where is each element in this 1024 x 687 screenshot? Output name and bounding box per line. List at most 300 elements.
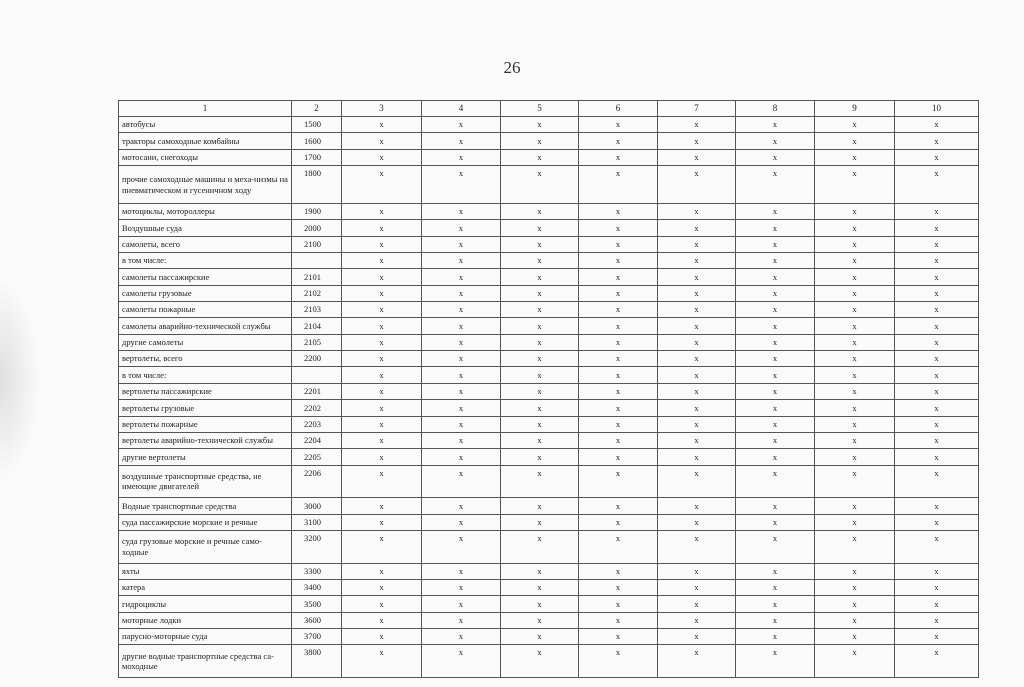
x-mark-cell: x [579, 596, 658, 612]
x-mark-cell: x [736, 498, 815, 514]
x-mark-cell: x [501, 383, 579, 399]
x-mark-cell: x [736, 133, 815, 149]
x-mark-cell: x [658, 269, 736, 285]
x-mark-cell: x [342, 628, 422, 644]
x-mark-cell: x [342, 383, 422, 399]
x-mark-cell: x [895, 400, 979, 416]
x-mark-cell: x [895, 579, 979, 595]
column-header: 4 [422, 101, 501, 117]
x-mark-cell: x [501, 465, 579, 498]
x-mark-cell: x [342, 117, 422, 133]
x-mark-cell: x [579, 367, 658, 383]
x-mark-cell: x [815, 302, 895, 318]
x-mark-cell: x [736, 465, 815, 498]
x-mark-cell: x [895, 302, 979, 318]
x-mark-cell: x [422, 318, 501, 334]
x-mark-cell: x [895, 563, 979, 579]
row-name: моторные лодки [119, 612, 292, 628]
x-mark-cell: x [579, 612, 658, 628]
x-mark-cell: x [736, 149, 815, 165]
x-mark-cell: x [422, 204, 501, 220]
x-mark-cell: x [501, 269, 579, 285]
x-mark-cell: x [815, 400, 895, 416]
x-mark-cell: x [815, 628, 895, 644]
table-row [119, 432, 979, 448]
x-mark-cell: x [658, 432, 736, 448]
table-row [119, 628, 979, 644]
x-mark-cell: x [422, 432, 501, 448]
x-mark-cell: x [501, 133, 579, 149]
x-mark-cell: x [342, 449, 422, 465]
x-mark-cell: x [736, 416, 815, 432]
x-mark-cell: x [501, 351, 579, 367]
x-mark-cell: x [658, 204, 736, 220]
x-mark-cell: x [815, 351, 895, 367]
row-code: 1500 [292, 117, 342, 133]
x-mark-cell: x [422, 596, 501, 612]
x-mark-cell: x [895, 416, 979, 432]
x-mark-cell: x [895, 628, 979, 644]
table-row [119, 318, 979, 334]
table-row [119, 269, 979, 285]
x-mark-cell: x [736, 302, 815, 318]
column-header: 1 [119, 101, 292, 117]
x-mark-cell: x [895, 351, 979, 367]
x-mark-cell: x [501, 563, 579, 579]
row-name: самолеты пассажирские [119, 269, 292, 285]
x-mark-cell: x [736, 514, 815, 530]
row-name: парусно-моторные суда [119, 628, 292, 644]
x-mark-cell: x [422, 285, 501, 301]
x-mark-cell: x [342, 645, 422, 678]
x-mark-cell: x [736, 204, 815, 220]
x-mark-cell: x [501, 149, 579, 165]
table-row [119, 166, 979, 204]
row-name: самолеты грузовые [119, 285, 292, 301]
row-code: 2000 [292, 220, 342, 236]
x-mark-cell: x [579, 236, 658, 252]
x-mark-cell: x [736, 253, 815, 269]
row-name: яхты [119, 563, 292, 579]
table-row [119, 530, 979, 563]
x-mark-cell: x [422, 166, 501, 204]
column-header: 3 [342, 101, 422, 117]
x-mark-cell: x [501, 416, 579, 432]
row-name: самолеты, всего [119, 236, 292, 252]
x-mark-cell: x [658, 318, 736, 334]
table-row [119, 400, 979, 416]
x-mark-cell: x [815, 253, 895, 269]
x-mark-cell: x [815, 220, 895, 236]
x-mark-cell: x [342, 596, 422, 612]
x-mark-cell: x [342, 220, 422, 236]
x-mark-cell: x [501, 579, 579, 595]
row-name: тракторы самоходные комбайны [119, 133, 292, 149]
x-mark-cell: x [895, 465, 979, 498]
table-row [119, 253, 979, 269]
x-mark-cell: x [501, 220, 579, 236]
x-mark-cell: x [736, 117, 815, 133]
row-code [292, 253, 342, 269]
x-mark-cell: x [658, 149, 736, 165]
table-row [119, 285, 979, 301]
row-code: 2101 [292, 269, 342, 285]
x-mark-cell: x [815, 367, 895, 383]
table-row [119, 498, 979, 514]
row-code: 2202 [292, 400, 342, 416]
x-mark-cell: x [658, 253, 736, 269]
x-mark-cell: x [736, 367, 815, 383]
x-mark-cell: x [501, 318, 579, 334]
x-mark-cell: x [815, 514, 895, 530]
x-mark-cell: x [736, 612, 815, 628]
x-mark-cell: x [815, 563, 895, 579]
x-mark-cell: x [658, 579, 736, 595]
x-mark-cell: x [501, 253, 579, 269]
x-mark-cell: x [658, 498, 736, 514]
x-mark-cell: x [815, 596, 895, 612]
row-name: другие самолеты [119, 334, 292, 350]
x-mark-cell: x [658, 596, 736, 612]
x-mark-cell: x [422, 133, 501, 149]
x-mark-cell: x [579, 318, 658, 334]
x-mark-cell: x [815, 166, 895, 204]
x-mark-cell: x [736, 285, 815, 301]
x-mark-cell: x [895, 432, 979, 448]
row-name: вертолеты пассажирские [119, 383, 292, 399]
column-header: 7 [658, 101, 736, 117]
x-mark-cell: x [736, 628, 815, 644]
x-mark-cell: x [342, 432, 422, 448]
x-mark-cell: x [895, 612, 979, 628]
x-mark-cell: x [658, 563, 736, 579]
x-mark-cell: x [658, 514, 736, 530]
row-name: самолеты пожарные [119, 302, 292, 318]
row-code: 3000 [292, 498, 342, 514]
x-mark-cell: x [579, 530, 658, 563]
x-mark-cell: x [579, 563, 658, 579]
column-header: 10 [895, 101, 979, 117]
row-code: 2105 [292, 334, 342, 350]
x-mark-cell: x [736, 318, 815, 334]
x-mark-cell: x [658, 628, 736, 644]
row-code: 2205 [292, 449, 342, 465]
x-mark-cell: x [658, 220, 736, 236]
column-header: 5 [501, 101, 579, 117]
row-name: вертолеты пожарные [119, 416, 292, 432]
x-mark-cell: x [501, 514, 579, 530]
x-mark-cell: x [579, 166, 658, 204]
x-mark-cell: x [422, 383, 501, 399]
x-mark-cell: x [658, 645, 736, 678]
x-mark-cell: x [422, 236, 501, 252]
x-mark-cell: x [501, 302, 579, 318]
x-mark-cell: x [422, 465, 501, 498]
table-row [119, 117, 979, 133]
x-mark-cell: x [579, 416, 658, 432]
row-name: суда пассажирские морские и речные [119, 514, 292, 530]
row-code: 2104 [292, 318, 342, 334]
x-mark-cell: x [895, 514, 979, 530]
x-mark-cell: x [658, 400, 736, 416]
x-mark-cell: x [815, 432, 895, 448]
table-row [119, 612, 979, 628]
x-mark-cell: x [895, 149, 979, 165]
row-name: прочие самоходные машины и меха-низмы на пневматическом и гусеничном ходу [119, 166, 292, 204]
x-mark-cell: x [422, 117, 501, 133]
x-mark-cell: x [736, 269, 815, 285]
x-mark-cell: x [342, 149, 422, 165]
x-mark-cell: x [815, 645, 895, 678]
column-header: 8 [736, 101, 815, 117]
table-row [119, 383, 979, 399]
x-mark-cell: x [501, 628, 579, 644]
x-mark-cell: x [658, 416, 736, 432]
x-mark-cell: x [342, 318, 422, 334]
x-mark-cell: x [895, 596, 979, 612]
x-mark-cell: x [815, 117, 895, 133]
x-mark-cell: x [895, 133, 979, 149]
row-code: 1700 [292, 149, 342, 165]
x-mark-cell: x [815, 269, 895, 285]
x-mark-cell: x [658, 302, 736, 318]
row-name: вертолеты грузовые [119, 400, 292, 416]
row-code: 2103 [292, 302, 342, 318]
x-mark-cell: x [579, 149, 658, 165]
x-mark-cell: x [895, 530, 979, 563]
x-mark-cell: x [895, 269, 979, 285]
x-mark-cell: x [342, 612, 422, 628]
x-mark-cell: x [342, 269, 422, 285]
row-code: 2102 [292, 285, 342, 301]
x-mark-cell: x [815, 416, 895, 432]
row-name: в том числе: [119, 253, 292, 269]
row-code: 1900 [292, 204, 342, 220]
x-mark-cell: x [342, 498, 422, 514]
table-row [119, 645, 979, 678]
x-mark-cell: x [422, 302, 501, 318]
x-mark-cell: x [342, 400, 422, 416]
row-code: 3800 [292, 645, 342, 678]
x-mark-cell: x [501, 612, 579, 628]
row-name: суда грузовые морские и речные само-ходные [119, 530, 292, 563]
row-name: гидроциклы [119, 596, 292, 612]
x-mark-cell: x [342, 236, 422, 252]
row-name: Воздушные суда [119, 220, 292, 236]
x-mark-cell: x [501, 204, 579, 220]
x-mark-cell: x [422, 253, 501, 269]
x-mark-cell: x [658, 236, 736, 252]
x-mark-cell: x [815, 236, 895, 252]
x-mark-cell: x [658, 612, 736, 628]
x-mark-cell: x [736, 236, 815, 252]
x-mark-cell: x [342, 253, 422, 269]
x-mark-cell: x [579, 465, 658, 498]
x-mark-cell: x [422, 334, 501, 350]
x-mark-cell: x [501, 117, 579, 133]
x-mark-cell: x [342, 133, 422, 149]
row-name: катера [119, 579, 292, 595]
x-mark-cell: x [658, 117, 736, 133]
x-mark-cell: x [658, 166, 736, 204]
x-mark-cell: x [422, 612, 501, 628]
x-mark-cell: x [815, 204, 895, 220]
x-mark-cell: x [895, 498, 979, 514]
x-mark-cell: x [815, 530, 895, 563]
x-mark-cell: x [736, 220, 815, 236]
table-row [119, 236, 979, 252]
x-mark-cell: x [342, 334, 422, 350]
x-mark-cell: x [736, 596, 815, 612]
x-mark-cell: x [815, 133, 895, 149]
x-mark-cell: x [895, 645, 979, 678]
table-row [119, 149, 979, 165]
row-code: 3700 [292, 628, 342, 644]
row-name: мотосани, снегоходы [119, 149, 292, 165]
table-row [119, 596, 979, 612]
table-row [119, 449, 979, 465]
x-mark-cell: x [579, 334, 658, 350]
x-mark-cell: x [579, 498, 658, 514]
x-mark-cell: x [895, 236, 979, 252]
table-row [119, 579, 979, 595]
x-mark-cell: x [815, 612, 895, 628]
x-mark-cell: x [579, 302, 658, 318]
x-mark-cell: x [579, 220, 658, 236]
x-mark-cell: x [501, 236, 579, 252]
row-code: 3200 [292, 530, 342, 563]
table-body [119, 117, 979, 678]
scan-shadow [0, 280, 40, 480]
x-mark-cell: x [895, 285, 979, 301]
x-mark-cell: x [501, 596, 579, 612]
x-mark-cell: x [658, 334, 736, 350]
x-mark-cell: x [895, 449, 979, 465]
table-row [119, 367, 979, 383]
table-row [119, 204, 979, 220]
x-mark-cell: x [895, 166, 979, 204]
x-mark-cell: x [579, 449, 658, 465]
x-mark-cell: x [658, 449, 736, 465]
x-mark-cell: x [501, 645, 579, 678]
x-mark-cell: x [658, 383, 736, 399]
row-code: 2203 [292, 416, 342, 432]
x-mark-cell: x [658, 367, 736, 383]
x-mark-cell: x [815, 383, 895, 399]
row-code: 3400 [292, 579, 342, 595]
table-row [119, 302, 979, 318]
x-mark-cell: x [422, 269, 501, 285]
vehicle-form-table [118, 100, 979, 678]
row-name: автобусы [119, 117, 292, 133]
x-mark-cell: x [501, 432, 579, 448]
x-mark-cell: x [579, 579, 658, 595]
x-mark-cell: x [501, 367, 579, 383]
row-name: в том числе: [119, 367, 292, 383]
table-row [119, 351, 979, 367]
x-mark-cell: x [579, 351, 658, 367]
row-code: 1800 [292, 166, 342, 204]
x-mark-cell: x [579, 628, 658, 644]
x-mark-cell: x [658, 351, 736, 367]
row-name: Водные транспортные средства [119, 498, 292, 514]
x-mark-cell: x [815, 318, 895, 334]
x-mark-cell: x [342, 285, 422, 301]
x-mark-cell: x [895, 117, 979, 133]
x-mark-cell: x [422, 645, 501, 678]
row-name: другие водные транспортные средства са-моходные [119, 645, 292, 678]
x-mark-cell: x [422, 367, 501, 383]
table-row [119, 416, 979, 432]
x-mark-cell: x [579, 383, 658, 399]
x-mark-cell: x [422, 579, 501, 595]
row-name: самолеты аварийно-технической службы [119, 318, 292, 334]
x-mark-cell: x [342, 367, 422, 383]
table-row [119, 514, 979, 530]
column-header: 2 [292, 101, 342, 117]
x-mark-cell: x [579, 269, 658, 285]
x-mark-cell: x [579, 117, 658, 133]
x-mark-cell: x [815, 465, 895, 498]
x-mark-cell: x [736, 432, 815, 448]
x-mark-cell: x [422, 351, 501, 367]
x-mark-cell: x [895, 253, 979, 269]
x-mark-cell: x [736, 530, 815, 563]
x-mark-cell: x [815, 498, 895, 514]
x-mark-cell: x [736, 334, 815, 350]
x-mark-cell: x [342, 166, 422, 204]
x-mark-cell: x [422, 220, 501, 236]
x-mark-cell: x [736, 351, 815, 367]
row-code [292, 367, 342, 383]
x-mark-cell: x [736, 579, 815, 595]
x-mark-cell: x [342, 465, 422, 498]
x-mark-cell: x [658, 285, 736, 301]
x-mark-cell: x [895, 318, 979, 334]
x-mark-cell: x [736, 400, 815, 416]
row-name: вертолеты аварийно-технической службы [119, 432, 292, 448]
x-mark-cell: x [422, 449, 501, 465]
column-header: 9 [815, 101, 895, 117]
x-mark-cell: x [342, 351, 422, 367]
x-mark-cell: x [501, 530, 579, 563]
x-mark-cell: x [736, 645, 815, 678]
x-mark-cell: x [895, 334, 979, 350]
x-mark-cell: x [579, 645, 658, 678]
row-name: мотоциклы, мотороллеры [119, 204, 292, 220]
x-mark-cell: x [422, 498, 501, 514]
row-name: другие вертолеты [119, 449, 292, 465]
table-row [119, 334, 979, 350]
x-mark-cell: x [501, 166, 579, 204]
table-row [119, 563, 979, 579]
x-mark-cell: x [895, 204, 979, 220]
row-code: 3600 [292, 612, 342, 628]
x-mark-cell: x [579, 400, 658, 416]
x-mark-cell: x [736, 383, 815, 399]
x-mark-cell: x [815, 579, 895, 595]
x-mark-cell: x [736, 449, 815, 465]
row-name: вертолеты, всего [119, 351, 292, 367]
x-mark-cell: x [658, 133, 736, 149]
x-mark-cell: x [342, 563, 422, 579]
x-mark-cell: x [422, 628, 501, 644]
x-mark-cell: x [815, 449, 895, 465]
x-mark-cell: x [579, 253, 658, 269]
x-mark-cell: x [342, 530, 422, 563]
x-mark-cell: x [422, 416, 501, 432]
x-mark-cell: x [895, 367, 979, 383]
